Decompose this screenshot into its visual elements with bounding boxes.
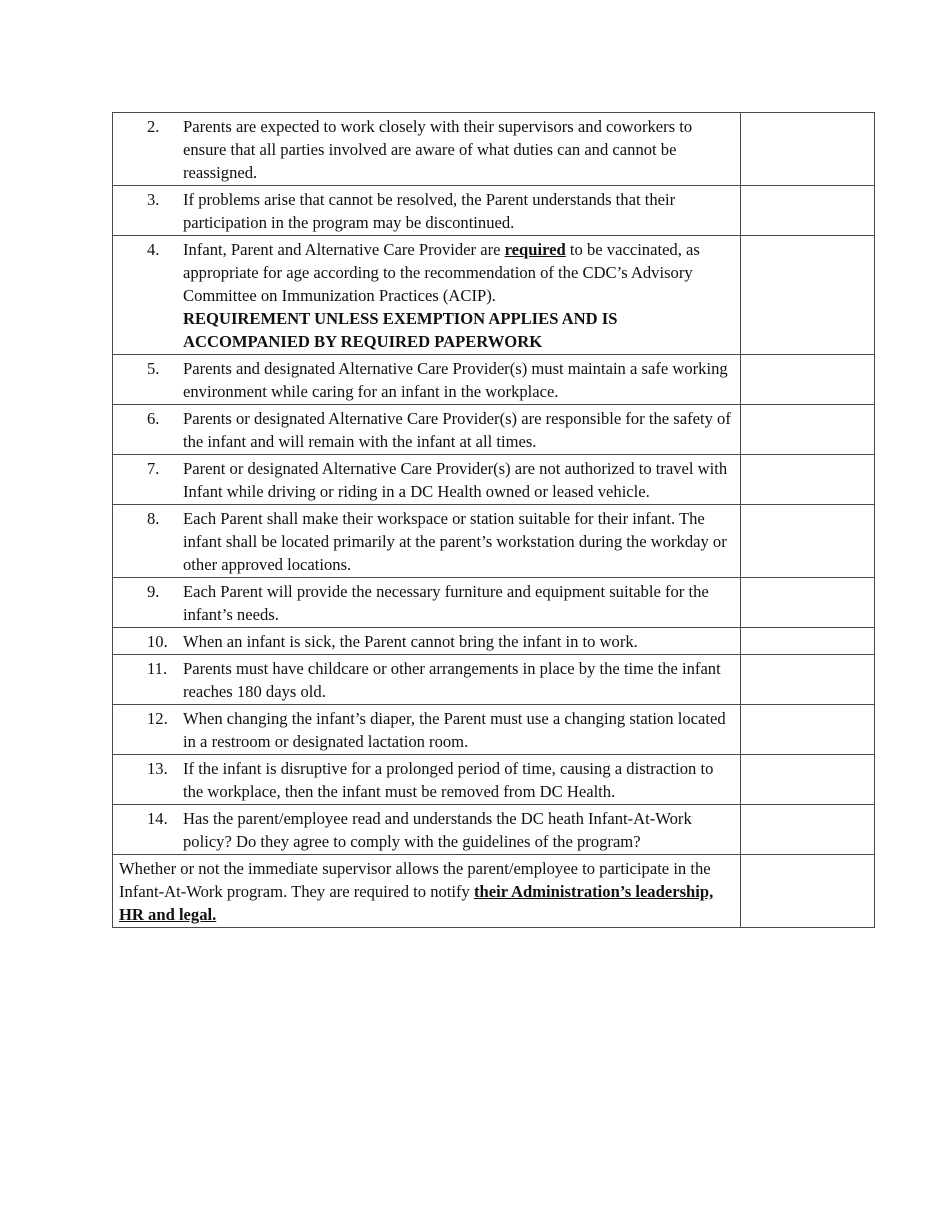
item-cell (113, 655, 741, 705)
item-text: Parents and designated Alternative Care Provider(s) must maintain a safe working environment while caring for an infant in the workplace. (183, 359, 728, 401)
item-cell (113, 355, 741, 405)
item-text: If problems arise that cannot be resolved, the Parent understands that their participation in the program may be discontinued. (183, 190, 676, 232)
item-text: Has the parent/employee read and understands the DC heath Infant-At-Work policy? Do they agree to comply with the guidelines of the program? (183, 809, 692, 851)
item-text-before: Infant, Parent and Alternative Care Provider are (183, 240, 505, 259)
item-cell (113, 755, 741, 805)
item-number: 5. (147, 359, 160, 378)
footer-notify-emphasis: their Administration’s leadership, HR and legal. (119, 882, 714, 924)
blank-cell (741, 578, 875, 628)
item-text: If the infant is disruptive for a prolonged period of time, causing a distraction to the workplace, then the infant must be removed from DC Health. (183, 759, 714, 801)
blank-cell (741, 628, 875, 655)
item-number: 9. (147, 582, 160, 601)
item-number: 2. (147, 117, 160, 136)
item-text: Parents are expected to work closely with their supervisors and coworkers to ensure that all parties involved are aware of what duties can and cannot be reassigned. (183, 117, 693, 182)
item-cell (113, 805, 741, 855)
table-row (113, 405, 875, 455)
list-item (119, 188, 734, 234)
item-number: 6. (147, 409, 160, 428)
list-item (119, 657, 734, 703)
blank-cell (741, 355, 875, 405)
table-row (113, 236, 875, 355)
blank-cell (741, 855, 875, 928)
item-text: Parent or designated Alternative Care Provider(s) are not authorized to travel with Infant while driving or riding in a DC Health owned or leased vehicle. (183, 459, 728, 501)
item-number: 14. (147, 809, 168, 828)
table-row (113, 578, 875, 628)
vaccination-requirement-note: REQUIREMENT UNLESS EXEMPTION APPLIES AND IS ACCOMPANIED BY REQUIRED PAPERWORK (183, 309, 618, 351)
blank-cell (741, 805, 875, 855)
item-cell (113, 505, 741, 578)
item-number: 3. (147, 190, 160, 209)
table-row (113, 113, 875, 186)
item-number: 4. (147, 240, 160, 259)
blank-cell (741, 405, 875, 455)
item-cell (113, 236, 741, 355)
list-item (119, 407, 734, 453)
footer-note-text: Whether or not the immediate supervisor allows the parent/employee to participate in the Infant-At-Work program. They are required to notify (119, 859, 711, 901)
table-row (113, 505, 875, 578)
table-row (113, 755, 875, 805)
item-cell (113, 455, 741, 505)
item-number: 11. (147, 659, 168, 678)
blank-cell (741, 186, 875, 236)
item-number: 10. (147, 632, 168, 651)
table-row (113, 855, 875, 928)
blank-cell (741, 505, 875, 578)
item-cell (113, 186, 741, 236)
blank-cell (741, 705, 875, 755)
blank-cell (741, 236, 875, 355)
table-row (113, 655, 875, 705)
blank-cell (741, 755, 875, 805)
required-emphasis: required (504, 240, 566, 259)
item-text-after: to be vaccinated, as appropriate for age according to the recommendation of the CDC’s Advisory Committee on Immunization Practices (ACIP). (183, 240, 700, 305)
item-text: Each Parent will provide the necessary furniture and equipment suitable for the infant’s needs. (183, 582, 709, 624)
list-item (119, 457, 734, 503)
item-number: 13. (147, 759, 168, 778)
item-cell (113, 628, 741, 655)
table-row (113, 705, 875, 755)
table-row (113, 186, 875, 236)
list-item (119, 115, 734, 184)
list-item (119, 507, 734, 576)
list-item (119, 807, 734, 853)
table-row (113, 805, 875, 855)
list-item (119, 707, 734, 753)
blank-cell (741, 113, 875, 186)
list-item (119, 238, 734, 353)
item-number: 8. (147, 509, 160, 528)
table-row (113, 455, 875, 505)
item-text: When an infant is sick, the Parent cannot bring the infant in to work. (183, 632, 638, 651)
item-text: Parents or designated Alternative Care Provider(s) are responsible for the safety of the infant and will remain with the infant at all times. (183, 409, 731, 451)
item-text: Each Parent shall make their workspace or station suitable for their infant. The infant shall be located primarily at the parent’s workstation during the workday or other approved locations. (183, 509, 727, 574)
list-item (119, 580, 734, 626)
item-cell (113, 405, 741, 455)
item-cell (113, 578, 741, 628)
item-text: When changing the infant’s diaper, the Parent must use a changing station located in a restroom or designated lactation room. (183, 709, 726, 751)
table-row (113, 628, 875, 655)
requirements-table (112, 112, 875, 928)
item-text (183, 238, 734, 353)
list-item (119, 357, 734, 403)
list-item (119, 630, 734, 653)
item-number: 12. (147, 709, 168, 728)
table-row (113, 355, 875, 405)
list-item (119, 757, 734, 803)
footer-note-cell (113, 855, 741, 928)
blank-cell (741, 655, 875, 705)
item-cell (113, 113, 741, 186)
blank-cell (741, 455, 875, 505)
item-cell (113, 705, 741, 755)
item-text: Parents must have childcare or other arrangements in place by the time the infant reaches 180 days old. (183, 659, 721, 701)
item-number: 7. (147, 459, 160, 478)
